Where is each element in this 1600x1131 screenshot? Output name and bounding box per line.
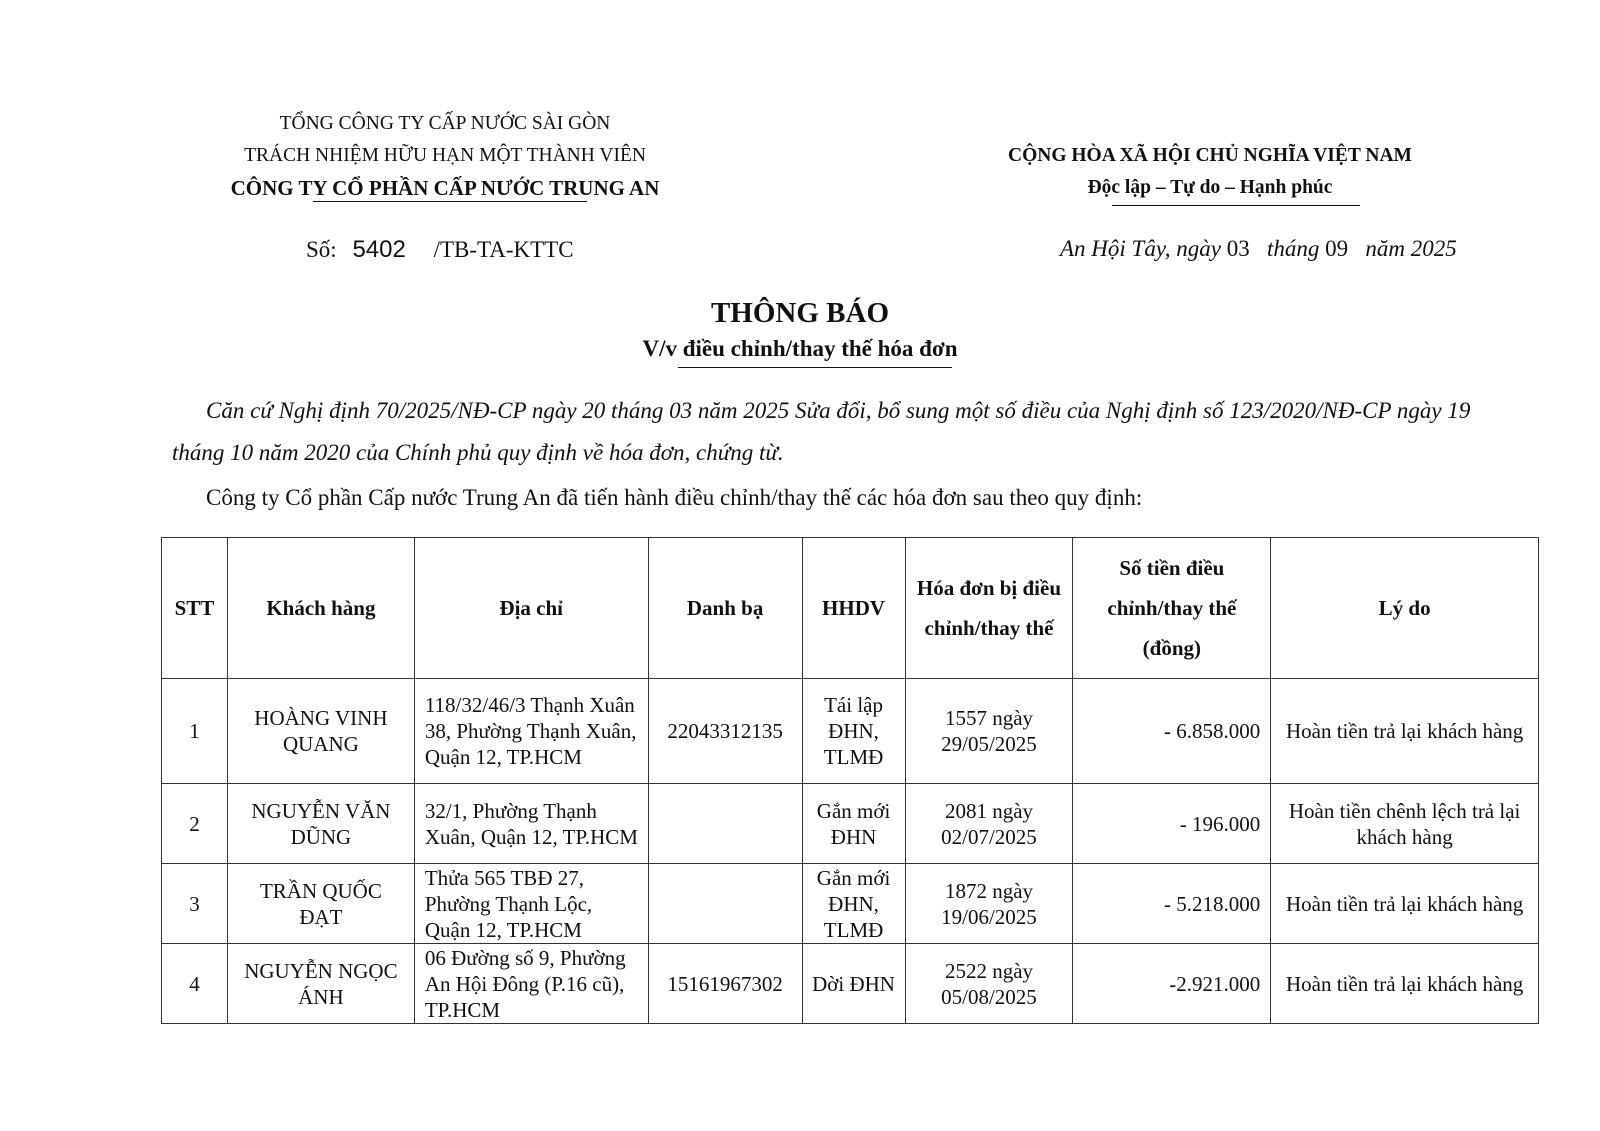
cell-address: 06 Đường số 9, Phường An Hội Đông (P.16 cũ), TP.HCM (414, 944, 648, 1024)
cell-stt: 1 (162, 679, 228, 784)
header-invoice: Hóa đơn bị điều chỉnh/thay thế (905, 538, 1073, 679)
cell-directory: 22043312135 (648, 679, 802, 784)
cell-customer: HOÀNG VINH QUANG (227, 679, 414, 784)
document-reference (306, 236, 574, 264)
document-title: THÔNG BÁO (710, 297, 890, 329)
date-place: An Hội Tây, ngày (1060, 236, 1221, 261)
cell-address: Thửa 565 TBĐ 27, Phường Thạnh Lộc, Quận 12, TP.HCM (414, 864, 648, 944)
cell-customer: TRẦN QUỐC ĐẠT (227, 864, 414, 944)
date-month-label: tháng (1267, 236, 1320, 261)
cell-invoice: 2522 ngày 05/08/2025 (905, 944, 1073, 1024)
header-directory: Danh bạ (648, 538, 802, 679)
parent-company-type: TRÁCH NHIỆM HỮU HẠN MỘT THÀNH VIÊN (244, 145, 646, 166)
date-month: 09 (1325, 236, 1349, 261)
cell-amount: - 196.000 (1073, 784, 1271, 864)
table-row (162, 679, 1539, 784)
reference-suffix: /TB-TA-KTTC (433, 237, 574, 262)
cell-service: Dời ĐHN (802, 944, 905, 1024)
reference-number: 5402 (352, 236, 406, 263)
table-row (162, 864, 1539, 944)
cell-directory: 15161967302 (648, 944, 802, 1024)
company-name: CÔNG TY CỔ PHẦN CẤP NƯỚC TRUNG AN (230, 176, 660, 200)
table-row (162, 784, 1539, 864)
cell-reason: Hoàn tiền trả lại khách hàng (1271, 864, 1539, 944)
cell-customer: NGUYỄN NGỌC ÁNH (227, 944, 414, 1024)
subject-underline (678, 367, 952, 368)
national-motto-block (960, 140, 1460, 204)
header-customer: Khách hàng (227, 538, 414, 679)
legal-basis-paragraph: Căn cứ Nghị định 70/2025/NĐ-CP ngày 20 tháng 03 năm 2025 Sửa đổi, bổ sung một số điều của Nghị định số 123/2020/NĐ-CP ngày 19 tháng 10 năm 2020 của Chính phủ quy định về hóa đơn, chứng từ. (172, 398, 1471, 465)
cell-invoice: 1557 ngày 29/05/2025 (905, 679, 1073, 784)
cell-address: 118/32/46/3 Thạnh Xuân 38, Phường Thạnh Xuân, Quận 12, TP.HCM (414, 679, 648, 784)
date-year: năm 2025 (1365, 236, 1457, 261)
document-date (1060, 236, 1457, 262)
motto: Độc lập – Tự do – Hạnh phúc (1087, 177, 1333, 198)
table-header-row (162, 538, 1539, 679)
date-day: 03 (1226, 236, 1250, 261)
header-amount: Số tiền điều chỉnh/thay thế (đồng) (1073, 538, 1271, 679)
cell-reason: Hoàn tiền chênh lệch trả lại khách hàng (1271, 784, 1539, 864)
cell-stt: 2 (162, 784, 228, 864)
country-name: CỘNG HÒA XÃ HỘI CHỦ NGHĨA VIỆT NAM (1008, 145, 1412, 166)
cell-amount: - 5.218.000 (1073, 864, 1271, 944)
cell-invoice: 2081 ngày 02/07/2025 (905, 784, 1073, 864)
cell-service: Gắn mới ĐHN, TLMĐ (802, 864, 905, 944)
cell-invoice: 1872 ngày 19/06/2025 (905, 864, 1073, 944)
header-reason: Lý do (1271, 538, 1539, 679)
cell-directory (648, 864, 802, 944)
parent-company-name: TỔNG CÔNG TY CẤP NƯỚC SÀI GÒN (279, 113, 611, 134)
cell-reason: Hoàn tiền trả lại khách hàng (1271, 944, 1539, 1024)
header-service: HHDV (802, 538, 905, 679)
cell-address: 32/1, Phường Thạnh Xuân, Quận 12, TP.HCM (414, 784, 648, 864)
cell-reason: Hoàn tiền trả lại khách hàng (1271, 679, 1539, 784)
notice-paragraph: Công ty Cổ phần Cấp nước Trung An đã tiến hành điều chỉnh/thay thế các hóa đơn sau theo quy định: (206, 485, 1143, 510)
company-underline (313, 201, 587, 202)
cell-stt: 4 (162, 944, 228, 1024)
cell-directory (648, 784, 802, 864)
header-stt: STT (162, 538, 228, 679)
table-row (162, 944, 1539, 1024)
cell-service: Tái lập ĐHN, TLMĐ (802, 679, 905, 784)
sender-organization-block (160, 108, 730, 204)
cell-amount: - 6.858.000 (1073, 679, 1271, 784)
reference-label: Số: (306, 237, 337, 262)
cell-service: Gắn mới ĐHN (802, 784, 905, 864)
document-subject: V/v điều chỉnh/thay thế hóa đơn (642, 336, 958, 361)
cell-customer: NGUYỄN VĂN DŨNG (227, 784, 414, 864)
motto-underline (1112, 205, 1360, 206)
cell-amount: -2.921.000 (1073, 944, 1271, 1024)
header-address: Địa chỉ (414, 538, 648, 679)
cell-stt: 3 (162, 864, 228, 944)
invoice-adjustment-table (161, 537, 1539, 1024)
